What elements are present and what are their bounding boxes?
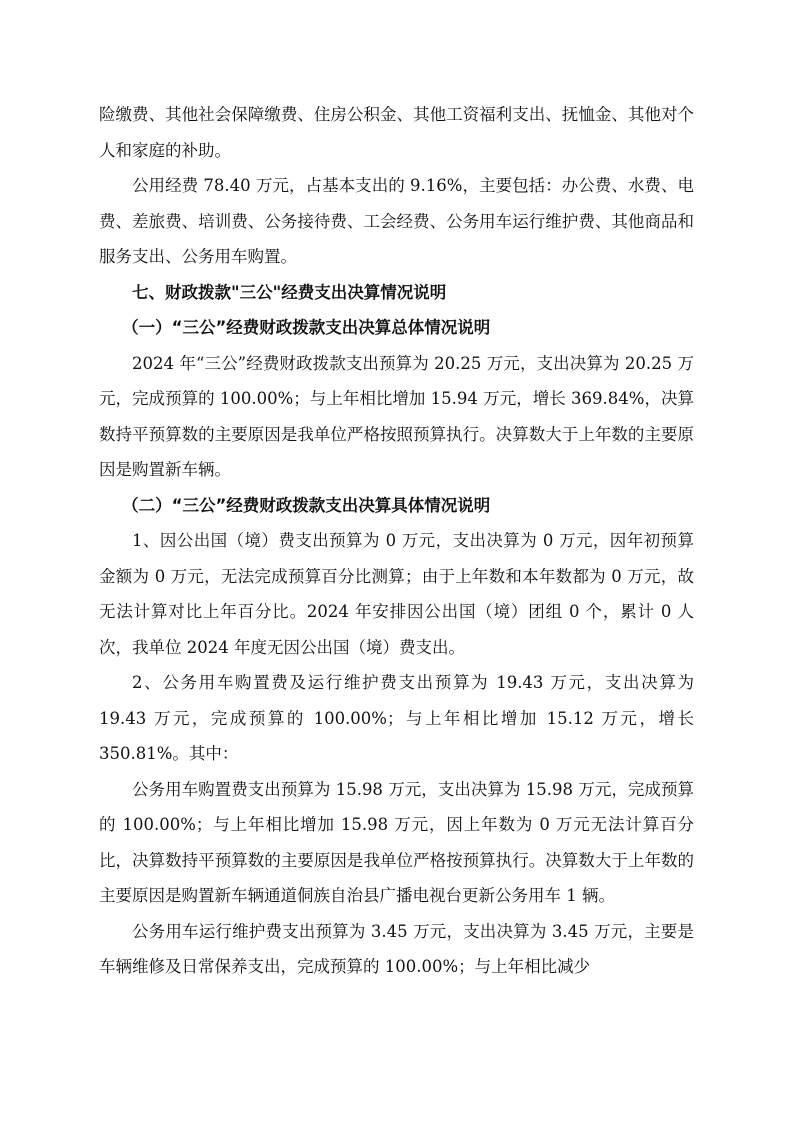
paragraph-continuation: 险缴费、其他社会保障缴费、住房公积金、其他工资福利支出、抚恤金、其他对个人和家庭的补助。 bbox=[99, 105, 694, 160]
section-heading-seven: 七、财政拨款"三公"经费支出决算情况说明 bbox=[132, 282, 447, 302]
subsection-heading-one: （一）“三公”经费财政拨款支出决算总体情况说明 bbox=[122, 318, 491, 337]
paragraph-overall: 2024 年“三公”经费财政拨款支出预算为 20.25 万元，支出决算为 20.25 万元，完成预算的 100.00%；与上年相比增加 15.94 万元，增长 369.84%，决算数持平预算数的主要原因是我单位严格按照预算执行。决算数大于上年数的主要原因是购置新车辆。 bbox=[99, 353, 694, 479]
paragraph-vehicles: 2、公务用车购置费及运行维护费支出预算为 19.43 万元，支出决算为 19.43 万元，完成预算的 100.00%；与上年相比增加 15.12 万元，增长 350.81%。其中： bbox=[99, 673, 694, 763]
paragraph-overseas: 1、因公出国（境）费支出预算为 0 万元，支出决算为 0 万元，因年初预算金额为 0 万元，无法完成预算百分比测算；由于上年数和本年数都为 0 万元，故无法计算对比上年百分比。2024 年安排因公出国（境）团组 0 个，累计 0 人次，我单位 2024 年度无因公出国（境）费支出。 bbox=[99, 531, 694, 657]
paragraph-public-funds: 公用经费 78.40 万元，占基本支出的 9.16%，主要包括：办公费、水费、电费、差旅费、培训费、公务接待费、工会经费、公务用车运行维护费、其他商品和服务支出、公务用车购置。 bbox=[99, 176, 694, 266]
subsection-heading-two: （二）“三公”经费财政拨款支出决算具体情况说明 bbox=[122, 495, 491, 515]
paragraph-vehicle-maintenance: 公务用车运行维护费支出预算为 3.45 万元，支出决算为 3.45 万元，主要是车辆维修及日常保养支出，完成预算的 100.00%；与上年相比减少 bbox=[99, 921, 694, 976]
paragraph-vehicle-purchase: 公务用车购置费支出预算为 15.98 万元，支出决算为 15.98 万元，完成预算的 100.00%；与上年相比增加 15.98 万元，因上年数为 0 万元无法计算百分比，决算数持平预算数的主要原因是我单位严格按预算执行。决算数大于上年数的主要原因是购置新车辆通道侗族自治县广播电视台更新公务用车 1 辆。 bbox=[99, 779, 694, 905]
